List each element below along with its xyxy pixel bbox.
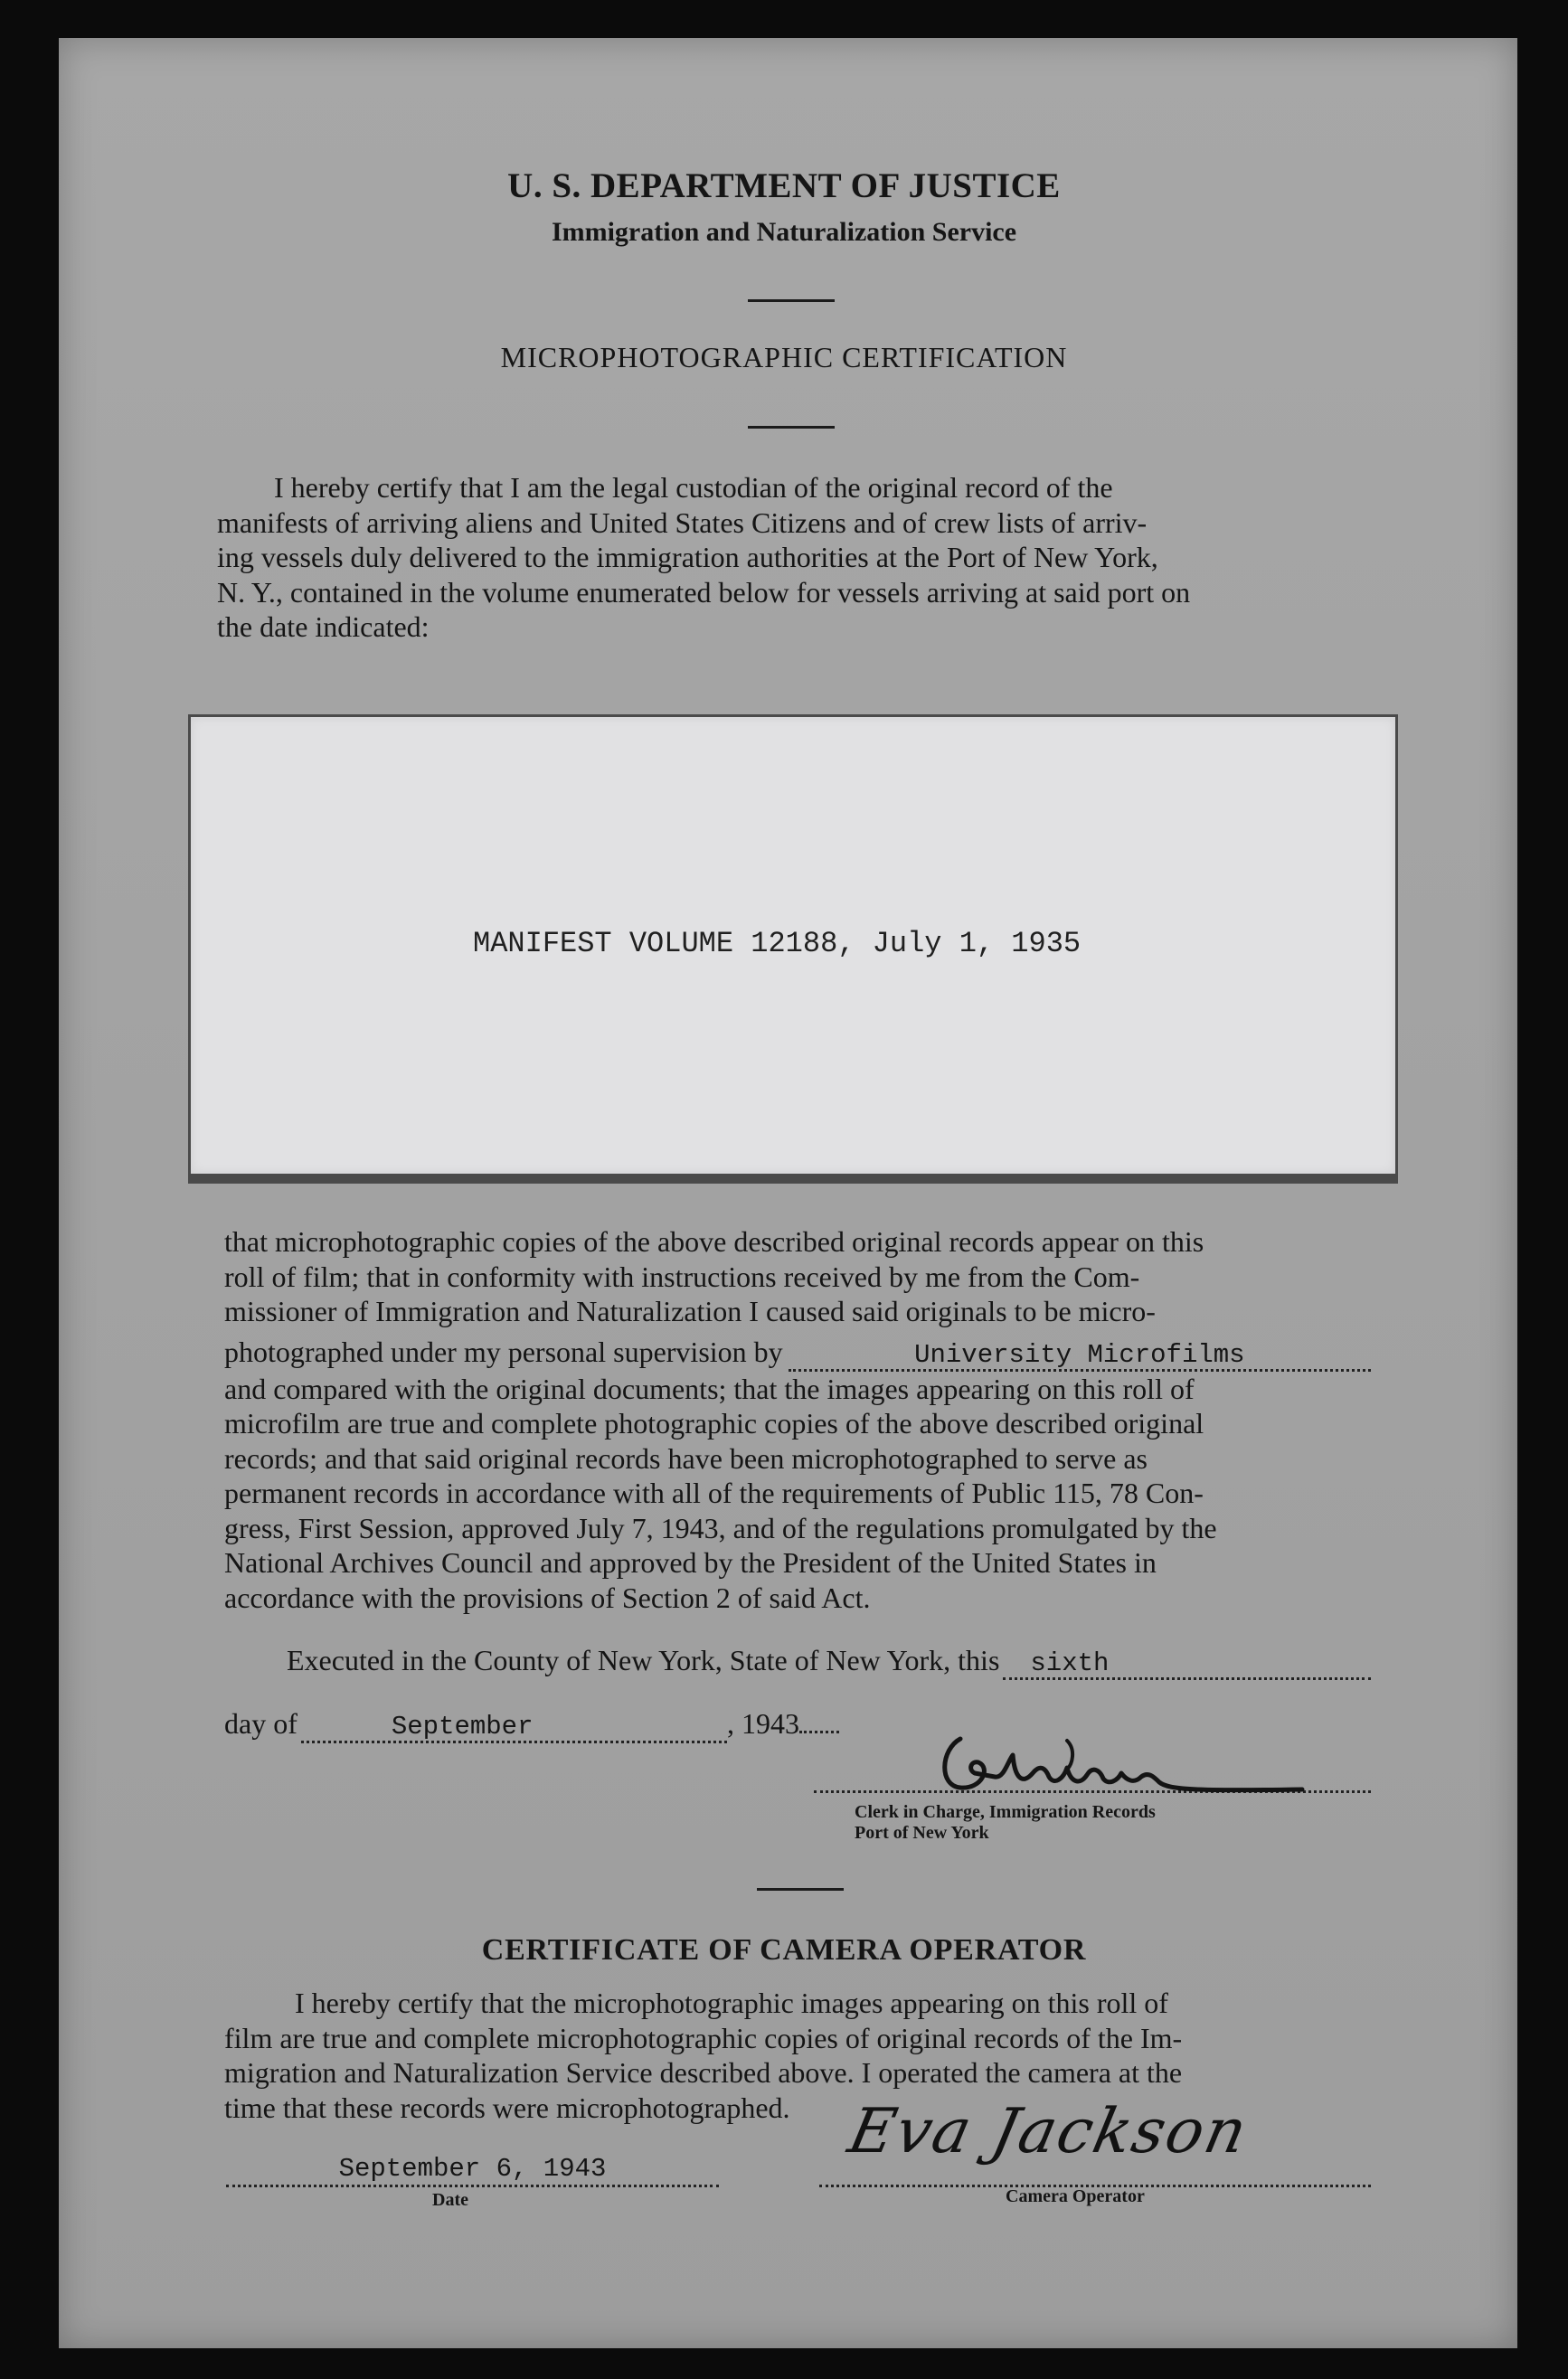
operator-date-field [226, 2152, 719, 2187]
execution-line [287, 1644, 1371, 1680]
body-line-6: microfilm are true and complete photographic copies of the above described original [224, 1407, 1204, 1440]
body-line-1: that microphotographic copies of the above described original records appear on this [224, 1225, 1204, 1258]
operator-signature: Eva Jackson [842, 2096, 1255, 2167]
body-line-5: and compared with the original documents; that the images appearing on this roll of [224, 1372, 1195, 1405]
operator-line-2: film are true and complete microphotographic copies of original records of the Im- [224, 2021, 1183, 2054]
section-divider [757, 1888, 844, 1891]
execution-date-line [224, 1707, 839, 1743]
record-card [188, 714, 1398, 1176]
execution-day-value: sixth [1030, 1648, 1110, 1678]
body-paragraph [224, 1224, 1371, 1615]
intro-line-4: N. Y., contained in the volume enumerated below for vessels arriving at said port on [217, 575, 1191, 609]
operator-line-4: time that these records were microphotographed. [224, 2091, 790, 2124]
department-heading: U. S. DEPARTMENT OF JUSTICE [507, 166, 1061, 205]
intro-line-3: ing vessels duly delivered to the immigration authorities at the Port of New York, [217, 541, 1158, 573]
operator-line-3: migration and Naturalization Service described above. I operated the camera at the [224, 2056, 1183, 2089]
service-subheading: Immigration and Naturalization Service [551, 217, 1017, 247]
manifest-volume-text: MANIFEST VOLUME 12188, July 1, 1935 [473, 927, 1082, 960]
intro-paragraph [217, 470, 1365, 645]
body-line-4 [224, 1335, 1371, 1372]
operator-date-value: September 6, 1943 [338, 2154, 607, 2184]
intro-line-5: the date indicated: [217, 610, 430, 643]
clerk-signature-icon [931, 1723, 1311, 1804]
clerk-caption-line-1: Clerk in Charge, Immigration Records [855, 1802, 1156, 1822]
execution-month-value: September [391, 1712, 534, 1742]
execution-year: , 1943 [727, 1707, 799, 1740]
camera-operator-label: Camera Operator [1006, 2186, 1145, 2206]
body-line-10: National Archives Council and approved by the President of the United States in [224, 1546, 1157, 1579]
header-divider-1 [748, 299, 835, 302]
intro-line-1: I hereby certify that I am the legal custodian of the original record of the [274, 471, 1113, 504]
intro-line-2: manifests of arriving aliens and United States Citizens and of crew lists of arriv- [217, 505, 1148, 539]
execution-day-field [1003, 1647, 1371, 1680]
body-line-11: accordance with the provisions of Section 2 of said Act. [224, 1581, 871, 1614]
photographer-value: University Microfilms [914, 1339, 1245, 1370]
clerk-caption [855, 1802, 1156, 1844]
date-label: Date [432, 2190, 468, 2210]
body-line-3: missioner of Immigration and Naturalization I caused said originals to be micro- [224, 1295, 1156, 1327]
day-of-label: day of [224, 1707, 298, 1740]
clerk-caption-line-2: Port of New York [855, 1823, 989, 1843]
certification-title: MICROPHOTOGRAPHIC CERTIFICATION [500, 341, 1068, 373]
operator-line-1: I hereby certify that the microphotographic images appearing on this roll of [295, 1987, 1168, 2019]
execution-month-field [301, 1710, 727, 1743]
supervision-prefix: photographed under my personal supervision by [224, 1335, 783, 1368]
header-divider-2 [748, 426, 835, 429]
body-line-7: records; and that said original records have been microphotographed to serve as [224, 1441, 1148, 1475]
camera-operator-title: CERTIFICATE OF CAMERA OPERATOR [481, 1933, 1087, 1967]
execution-prefix: Executed in the County of New York, State of New York, this [287, 1644, 1000, 1676]
execution-year-trailer [799, 1731, 839, 1733]
body-line-8: permanent records in accordance with all of the requirements of Public 115, 78 Con- [224, 1477, 1204, 1509]
body-line-2: roll of film; that in conformity with instructions received by me from the Com- [224, 1260, 1140, 1293]
body-line-9: gress, First Session, approved July 7, 1943, and of the regulations promulgated by the [224, 1511, 1217, 1544]
photographer-field [789, 1338, 1371, 1372]
